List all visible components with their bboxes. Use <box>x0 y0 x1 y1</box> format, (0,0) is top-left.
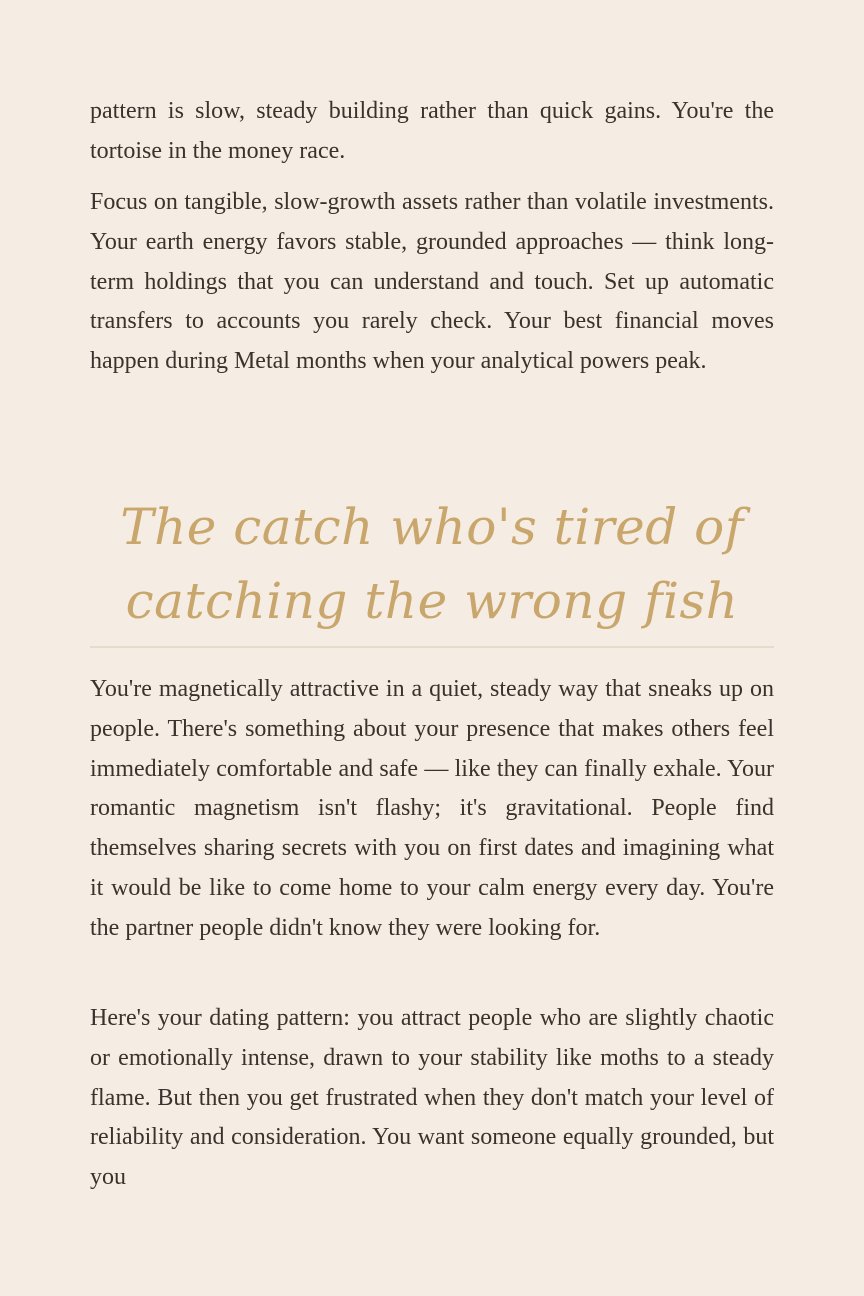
paragraph-attraction: You're magnetically attractive in a quiet, steady way that sneaks up on people. There's something about your presence that makes others feel immediately comfortable and safe — like they can finally exhale. Your romantic magnetism isn't flashy; it's gravitational. People find themselves sharing secrets with you on first dates and imagining what it would be like to come home to your calm energy every day. You're the partner people didn't know they were looking for. <box>90 676 774 941</box>
paragraph-investment-advice: Focus on tangible, slow-growth assets rather than volatile investments. Your earth energy favors stable, grounded approaches — think long-term holdings that you can understand and touch. Set up automatic transfers to accounts you rarely check. Your best financial moves happen during Metal months when your analytical powers peak. <box>90 189 774 375</box>
section-heading-love: The catch who's tired of catching the wrong fish <box>120 498 744 630</box>
section-divider <box>90 646 774 648</box>
paragraph-dating-pattern: Here's your dating pattern: you attract people who are slightly chaotic or emotionally intense, drawn to your stability like moths to a steady flame. But then you get frustrated when they don't match your level of reliability and consideration. You want someone equally grounded, but you <box>90 1005 774 1191</box>
paragraph-money-pattern: pattern is slow, steady building rather than quick gains. You're the tortoise in the money race. <box>90 98 774 164</box>
